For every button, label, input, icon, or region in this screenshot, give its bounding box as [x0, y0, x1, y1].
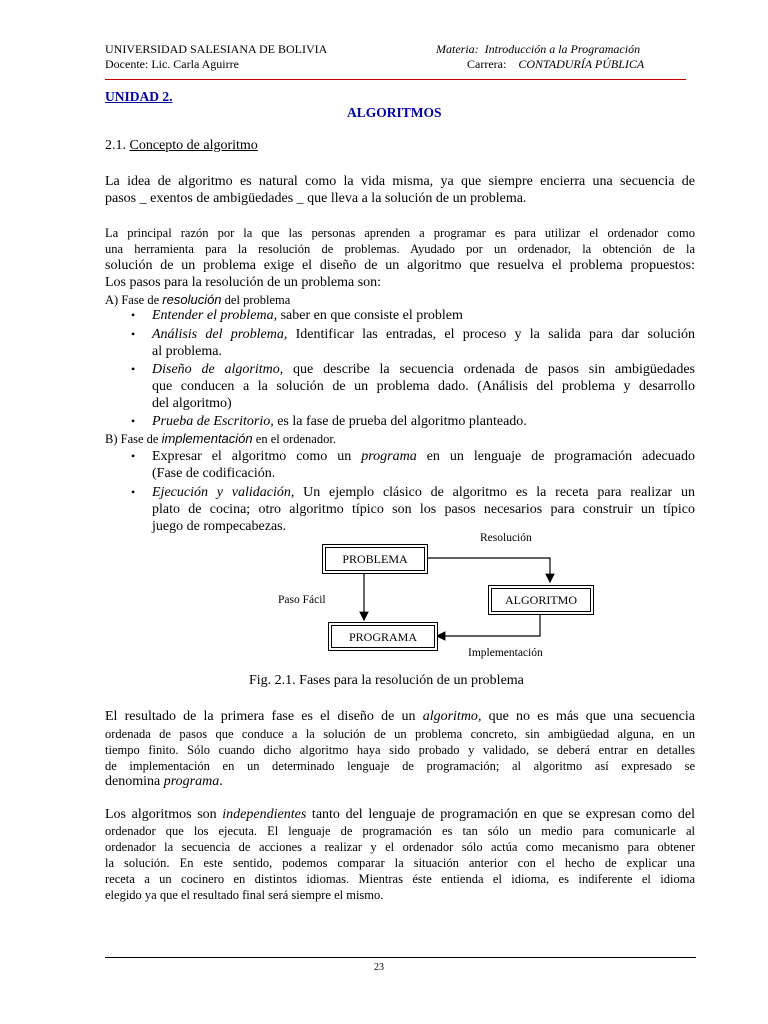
para2-line-5: denomina programa. — [105, 774, 223, 789]
box-programa: PROGRAMA — [328, 622, 438, 651]
phase-a-item-2-line-2: al problema. — [152, 344, 222, 359]
bullet-icon: • — [131, 308, 136, 322]
para3-line-5: receta a un cocinero en distintos idiomas. Mientras éste entienda el idioma, es indiferente el idioma — [105, 872, 695, 886]
box-problema: PROBLEMA — [322, 544, 428, 574]
label-paso-facil: Paso Fácil — [278, 594, 326, 606]
arrow-implementacion — [437, 613, 540, 636]
section-heading: 2.1. Concepto de algoritmo — [105, 138, 258, 153]
phase-a-item-4: Prueba de Escritorio, es la fase de prueba del algoritmo planteado. — [152, 414, 527, 429]
figure-caption: Fig. 2.1. Fases para la resolución de un problema — [249, 673, 524, 688]
header-subject: Materia: Introducción a la Programación — [436, 42, 641, 56]
phase-a-heading: A) Fase de resolución del problema — [105, 292, 291, 307]
para2-line-4: de implementación en un determinado lenguaje de programación; al algoritmo así expresado se — [105, 759, 695, 773]
para1-line-1: La principal razón por la que las personas aprenden a programar es para utilizar el ordenador como — [105, 226, 695, 240]
intro-line-1: La idea de algoritmo es natural como la vida misma, ya que siempre encierra una secuencia de — [105, 174, 695, 189]
phase-b-item-1-line-2: (Fase de codificación. — [152, 466, 276, 481]
para3-line-4: la solución. En este sentido, podemos comparar la situación anterior con el hecho de explicar una — [105, 856, 695, 870]
box-algoritmo: ALGORITMO — [488, 585, 594, 615]
phase-b-item-2-line-3: juego de rompecabezas. — [152, 519, 287, 534]
phase-b-item-2-line-1: Ejecución y validación, Un ejemplo clásico de algoritmo es la receta para realizar un — [152, 485, 695, 500]
page-number: 23 — [374, 962, 384, 973]
para3-line-6: elegido ya que el resultado final será siempre el mismo. — [105, 888, 384, 902]
bullet-icon: • — [131, 449, 136, 463]
phase-a-item-3-line-3: del algoritmo) — [152, 396, 232, 411]
phase-b-item-2-line-2: plato de cocina; otro algoritmo típico son los pasos necesarios para construir un típico — [152, 502, 695, 517]
para3-line-2: ordenador que los ejecuta. El lenguaje de programación es tan sólo un medio para comunicarle al — [105, 824, 695, 838]
phase-a-item-3-line-1: Diseño de algoritmo, que describe la secuencia ordenada de pasos sin ambigüedades — [152, 362, 695, 377]
label-resolucion: Resolución — [480, 532, 532, 544]
page-title: ALGORITMOS — [347, 105, 442, 120]
arrow-resolucion — [426, 558, 550, 582]
header-university: UNIVERSIDAD SALESIANA DE BOLIVIA — [105, 42, 328, 56]
label-implementacion: Implementación — [468, 647, 543, 659]
phase-a-item-1: Entender el problema, saber en que consiste el problem — [152, 308, 463, 323]
header-teacher: Docente: Lic. Carla Aguirre — [105, 57, 239, 71]
para2-line-3: tiempo finito. Sólo cuando dicho algoritmo haya sido probado y validado, se deberá entrar en detalles — [105, 743, 695, 757]
para1-line-4: Los pasos para la resolución de un problema son: — [105, 275, 382, 290]
bullet-icon: • — [131, 414, 136, 428]
bullet-icon: • — [131, 327, 136, 341]
para2-line-2: ordenada de pasos que conduce a la solución de un problema concreto, sin ambigüedad alguna, en un — [105, 727, 695, 741]
phase-a-item-3-line-2: que conducen a la solución de un problema dado. (Análisis del problema y desarrollo — [152, 379, 695, 394]
para3-line-3: ordenador la secuencia de acciones a realizar y el ordenador sólo actúa como mecanismo para obtener — [105, 840, 695, 854]
para3-line-1: Los algoritmos son independientes tanto del lenguaje de programación en que se expresan como del — [105, 807, 695, 822]
intro-line-2: pasos _ exentos de ambigüedades _ que lleva a la solución de un problema. — [105, 191, 527, 206]
phase-a-item-2-line-1: Análisis del problema, Identificar las entradas, el proceso y la salida para dar solución — [152, 327, 695, 342]
phase-b-item-1-line-1: Expresar el algoritmo como un programa en un lenguaje de programación adecuado — [152, 449, 695, 464]
unit-heading: UNIDAD 2. — [105, 89, 173, 104]
footer-rule — [105, 957, 696, 958]
bullet-icon: • — [131, 362, 136, 376]
phase-b-heading: B) Fase de implementación en el ordenador. — [105, 431, 336, 446]
para2-line-1: El resultado de la primera fase es el diseño de un algoritmo, que no es más que una secuencia — [105, 709, 695, 724]
header-career: Carrera: CONTADURÍA PÚBLICA — [467, 57, 645, 71]
bullet-icon: • — [131, 485, 136, 499]
para1-line-2: una herramienta para la resolución de problemas. Ayudado por un ordenador, la obtención de la — [105, 242, 695, 256]
para1-line-3: solución de un problema exige el diseño de un algoritmo que resuelva el problema propuestos: — [105, 258, 695, 273]
